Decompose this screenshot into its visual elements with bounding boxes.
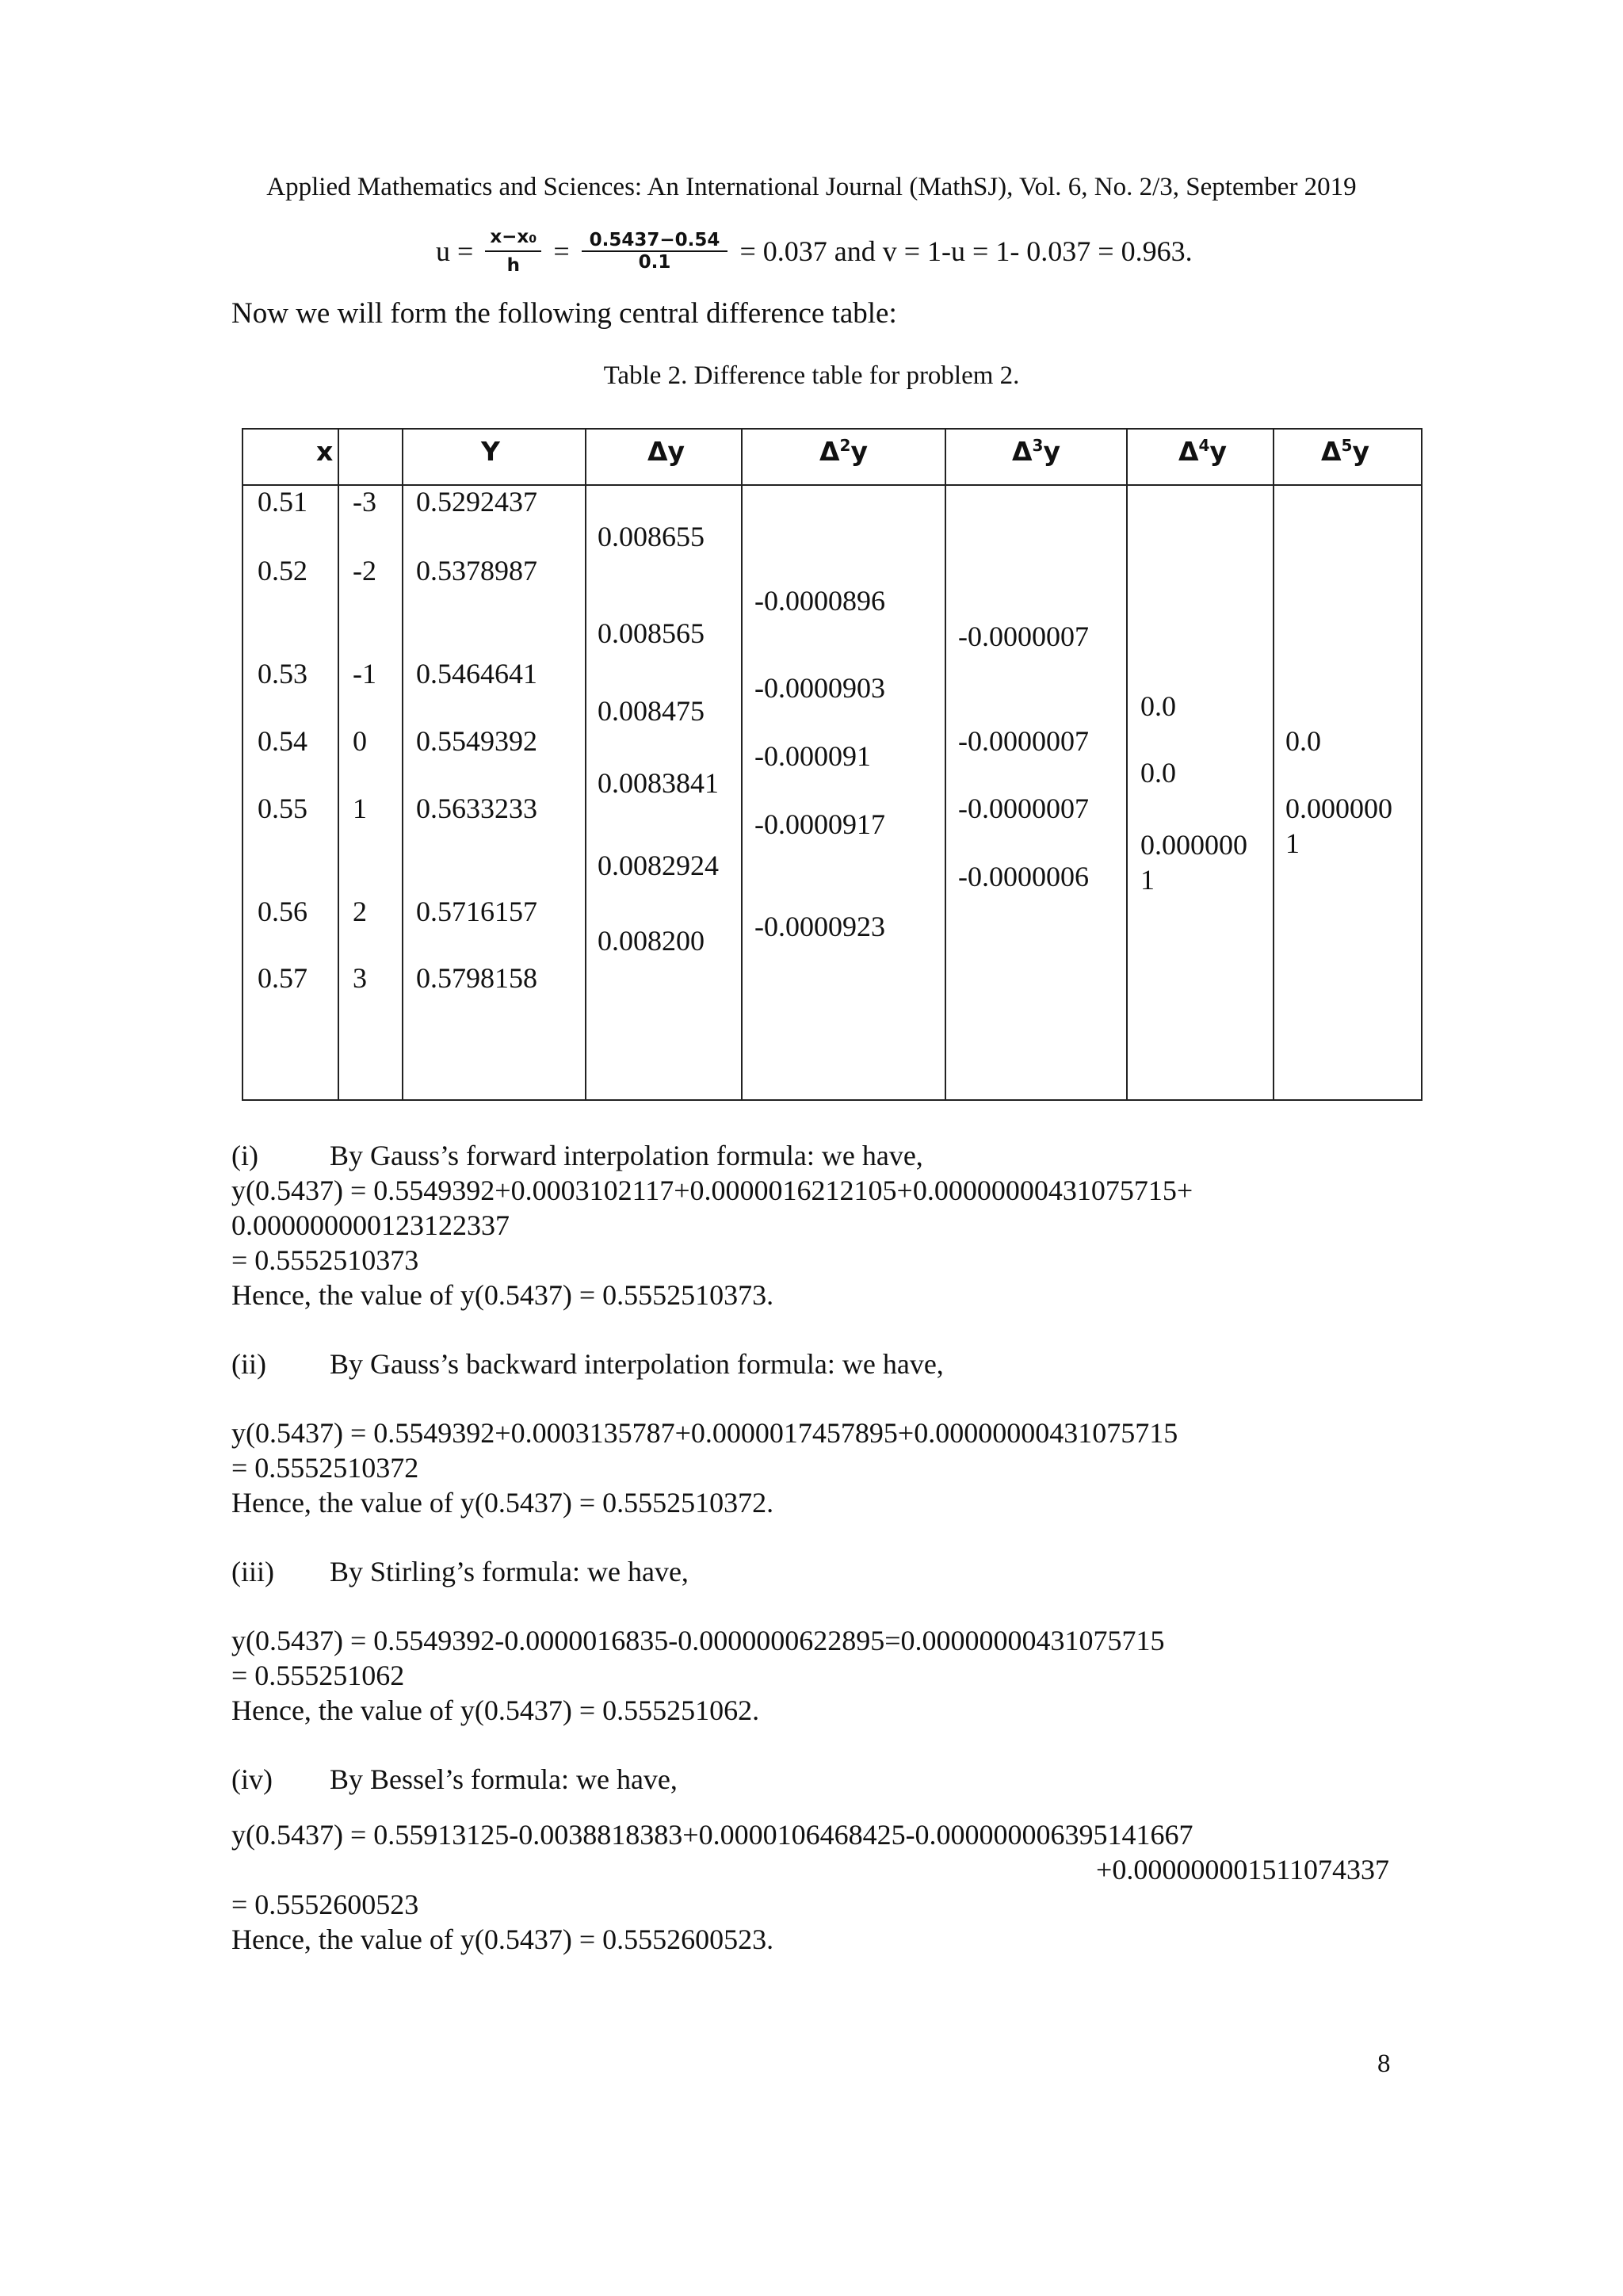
header-x: x [316,436,334,467]
table-caption: Table 2. Difference table for problem 2. [603,361,1020,390]
cell-u: -1 [353,658,376,690]
fraction-numerator: 0.5437−0.54 [582,230,728,252]
cell-delta2-y: -0.000091 [754,740,871,772]
column-divider [741,430,743,1099]
equation-line: y(0.5437) = 0.55913125-0.0038818383+0.0000106468425-0.000000006395141667 [231,1819,1193,1851]
cell-delta4-y: 0.0 [1140,757,1176,789]
y-symbol: y [850,436,868,467]
cell-delta2-y: -0.0000917 [754,808,885,840]
header-delta5-y [1321,436,1369,467]
cell-x: 0.57 [258,962,307,994]
y-symbol: y [1352,436,1369,467]
equation-line: +0.000000001511074337 [1096,1854,1389,1885]
intro-sentence: Now we will form the following central difference table: [231,297,897,330]
formula-result: = 0.037 and v = 1-u = 1- 0.037 = 0.963. [739,235,1193,267]
header-delta3-y [1012,436,1060,467]
cell-x: 0.51 [258,486,307,518]
cell-x: 0.55 [258,793,307,824]
column-divider [945,430,946,1099]
delta-symbol: Δ [1178,436,1199,467]
cell-x: 0.56 [258,896,307,927]
delta-symbol: Δ [1321,436,1342,467]
cell-x: 0.54 [258,725,307,757]
equation-line: = 0.5552510373 [231,1244,419,1276]
item-title: By Gauss’s forward interpolation formula: we have, [330,1140,923,1171]
delta-symbol: Δ [1012,436,1033,467]
order-superscript: 5 [1341,436,1353,455]
fraction-numerator: x−x₀ [485,227,541,252]
item-label: (iii) [231,1556,274,1587]
result-line: Hence, the value of y(0.5437) = 0.5552600523. [231,1924,774,1955]
equation-line: y(0.5437) = 0.5549392-0.0000016835-0.0000000622895=0.00000000431075715 [231,1625,1165,1656]
cell-delta-y: 0.008475 [598,695,705,727]
item-title: By Bessel’s formula: we have, [330,1763,678,1795]
result-line: Hence, the value of y(0.5437) = 0.555251062. [231,1694,760,1726]
cell-delta3-y: -0.0000007 [958,725,1089,757]
cell-delta-y: 0.0082924 [598,850,719,881]
cell-delta-y: 0.0083841 [598,767,719,799]
equation-line: = 0.5552600523 [231,1889,419,1920]
equation-line: = 0.5552510372 [231,1452,419,1484]
cell-u: 3 [353,962,367,994]
cell-x: 0.53 [258,658,307,690]
delta-symbol: Δ [819,436,840,467]
cell-delta-y: 0.008200 [598,925,705,957]
cell-delta-y: 0.008655 [598,521,705,552]
cell-delta2-y: -0.0000903 [754,672,885,704]
cell-x: 0.52 [258,555,307,586]
header-delta-y: Δy [647,436,685,467]
cell-delta3-y: -0.0000007 [958,793,1089,824]
u-v-formula [436,227,1193,290]
fraction-denominator: h [506,255,521,276]
column-divider [585,430,586,1099]
order-superscript: 3 [1032,436,1044,455]
y-symbol: y [1043,436,1060,467]
item-label: (iv) [231,1763,273,1795]
cell-delta2-y: -0.0000923 [754,911,885,942]
column-divider [1126,430,1128,1099]
header-delta2-y [819,436,868,467]
cell-y: 0.5798158 [416,962,537,994]
cell-y: 0.5292437 [416,486,537,518]
cell-u: -3 [353,486,376,518]
cell-delta4-y: 0.0 [1140,690,1176,722]
header-delta4-y [1178,436,1227,467]
cell-u: 2 [353,896,367,927]
page-number: 8 [1377,2050,1391,2078]
cell-delta5-y: 0.0 [1285,725,1321,757]
cell-u: -2 [353,555,376,586]
column-divider [1273,430,1274,1099]
cell-u: 1 [353,793,367,824]
cell-y: 0.5464641 [416,658,537,690]
header-y: Y [481,436,500,467]
cell-delta-y: 0.008565 [598,617,705,649]
cell-y: 0.5633233 [416,793,537,824]
y-symbol: y [1209,436,1227,467]
cell-delta3-y: -0.0000007 [958,621,1089,652]
item-label: (ii) [231,1348,266,1380]
difference-table [242,428,1423,1101]
equation-line: = 0.555251062 [231,1660,405,1691]
running-header: Applied Mathematics and Sciences: An International Journal (MathSJ), Vol. 6, No. 2/3, September 2019 [266,173,1357,201]
column-divider [402,430,403,1099]
order-superscript: 2 [839,436,851,455]
order-superscript: 4 [1198,436,1210,455]
column-divider [338,430,339,1099]
result-line: Hence, the value of y(0.5437) = 0.5552510373. [231,1279,774,1311]
cell-delta4-y: 0.000000 1 [1140,829,1247,896]
fraction-values [582,230,728,273]
cell-delta5-y: 0.000000 1 [1285,793,1392,859]
item-label: (i) [231,1140,258,1171]
cell-y: 0.5549392 [416,725,537,757]
cell-y: 0.5378987 [416,555,537,586]
equation-line: 0.000000000123122337 [231,1209,510,1241]
cell-u: 0 [353,725,367,757]
equation-line: y(0.5437) = 0.5549392+0.0003135787+0.0000017457895+0.00000000431075715 [231,1417,1178,1449]
cell-delta2-y: -0.0000896 [754,585,885,617]
cell-y: 0.5716157 [416,896,537,927]
fraction-x-minus-x0-over-h [485,227,541,276]
fraction-denominator: 0.1 [638,252,671,273]
formula-u-label: u = [436,235,474,267]
item-title: By Stirling’s formula: we have, [330,1556,689,1587]
item-title: By Gauss’s backward interpolation formula: we have, [330,1348,944,1380]
result-line: Hence, the value of y(0.5437) = 0.5552510372. [231,1487,774,1519]
equation-line: y(0.5437) = 0.5549392+0.0003102117+0.0000016212105+0.00000000431075715+ [231,1175,1193,1206]
cell-delta3-y: -0.0000006 [958,861,1089,892]
formula-equals: = [553,235,570,267]
